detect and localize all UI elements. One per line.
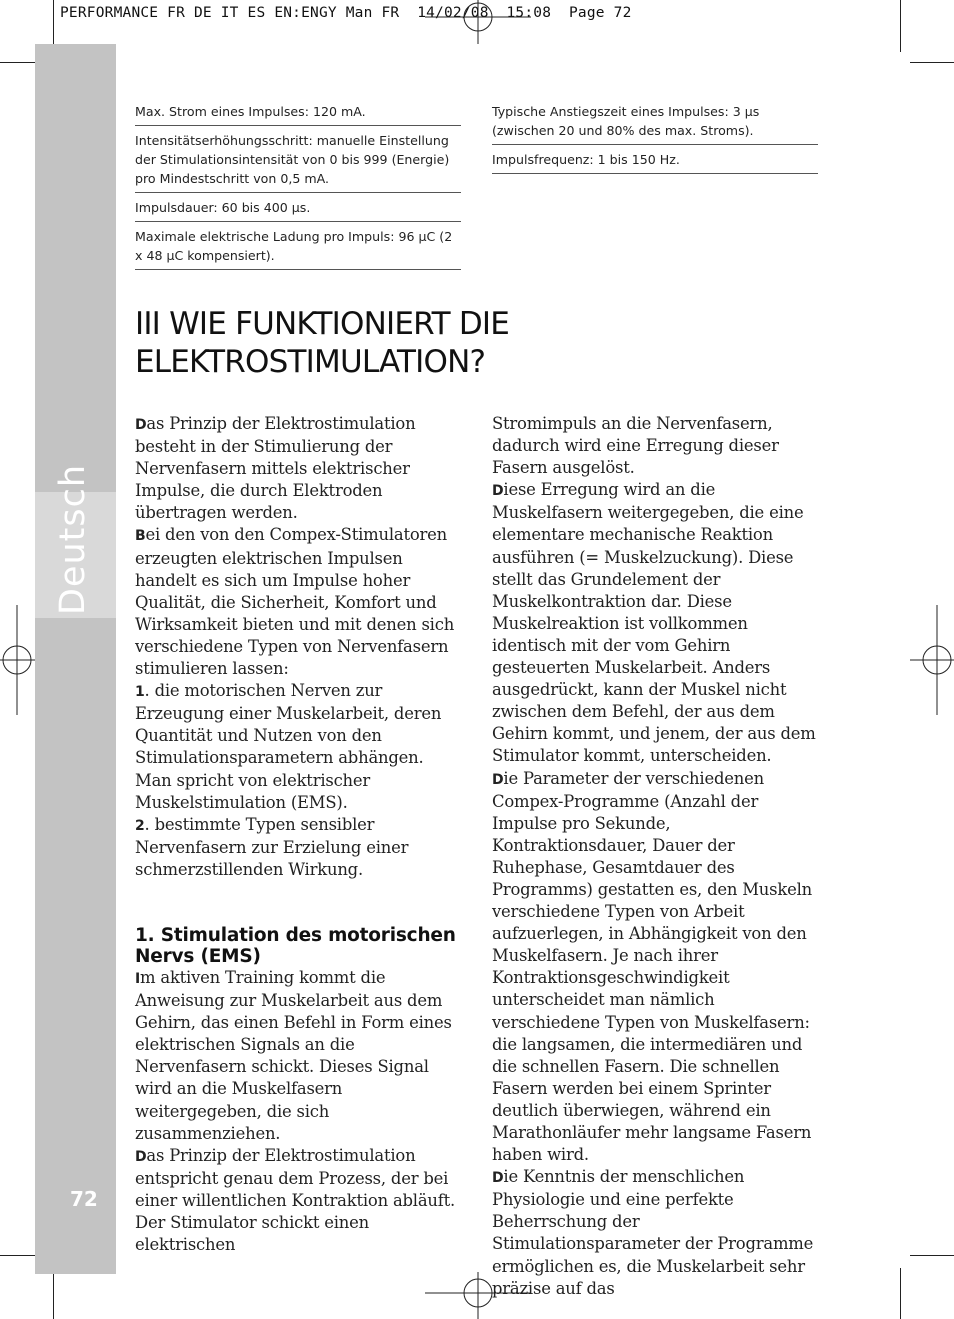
paragraph-text: as Prinzip der Elektrostimulation entspricht genau dem Prozess, der bei einer willentlichen Kontraktion abläuft. Der Stimulator schickt einen elektrischen bbox=[135, 1145, 456, 1255]
drop-cap: I bbox=[135, 970, 141, 987]
section-heading bbox=[135, 305, 785, 381]
paragraph bbox=[492, 479, 820, 767]
spec-item: Impulsfrequenz: 1 bis 150 Hz. bbox=[492, 145, 818, 174]
print-slug: PERFORMANCE FR DE IT ES EN:ENGY Man FR 14/02/08 15:08 Page 72 bbox=[60, 5, 632, 21]
paragraph bbox=[135, 413, 463, 524]
page-number: 72 bbox=[70, 1187, 98, 1211]
drop-cap: D bbox=[492, 771, 504, 788]
spec-list-right bbox=[492, 100, 818, 174]
paragraph-text: m aktiven Training kommt die Anweisung zur Muskelarbeit aus dem Gehirn, das einen Befehl in Form eines elektrischen Signals an die Nervenfasern schickt. Dieses Signal wird an die Muskelfasern weitergegeben, die sich zusammenziehen. bbox=[135, 967, 452, 1143]
crop-mark bbox=[900, 0, 901, 52]
paragraph-text: ei den von den Compex-Stimulatoren erzeugten elektrischen Impulsen handelt es sich um Impulse hoher Qualität, die Sicherheit, Komfort und Wirksamkeit bieten und mit denen sich verschiedene Typen von Nervenfasern stimulieren lassen: bbox=[135, 525, 455, 679]
spec-list-left bbox=[135, 100, 461, 270]
paragraph bbox=[135, 967, 463, 1145]
list-number: 2 bbox=[135, 817, 145, 834]
paragraph: Stromimpuls an die Nervenfasern, dadurch wird eine Erregung dieser Fasern ausgelöst. bbox=[492, 414, 779, 478]
paragraph bbox=[492, 768, 820, 1167]
heading-line-1: III WIE FUNKTIONIERT DIE bbox=[135, 306, 510, 342]
crop-mark bbox=[910, 1255, 954, 1256]
drop-cap: D bbox=[492, 1170, 504, 1187]
paragraph bbox=[135, 1145, 463, 1256]
crop-mark bbox=[53, 1268, 54, 1319]
list-number: 1 bbox=[135, 684, 145, 701]
spec-item: Impulsdauer: 60 bis 400 µs. bbox=[135, 193, 461, 222]
list-item-text: . die motorischen Nerven zur Erzeugung einer Muskelarbeit, deren Quantität und Nutzen von den Stimulationsparametern abhängen. Man spricht von elektrischer Muskelstimulation (EMS). bbox=[135, 681, 442, 812]
spec-item: Maximale elektrische Ladung pro Impuls: 96 µC (2 x 48 µC kompensiert). bbox=[135, 222, 461, 270]
sidebar-bar bbox=[35, 44, 116, 1274]
registration-mark-top bbox=[425, 0, 531, 44]
body-column-right bbox=[492, 413, 820, 1300]
spec-item: Intensitätserhöhungsschritt: manuelle Einstellung der Stimulationsintensität von 0 bis 999 (Energie) pro Mindestschritt von 0,5 mA. bbox=[135, 126, 461, 193]
list-item bbox=[135, 680, 463, 814]
spec-item: Typische Anstiegszeit eines Impulses: 3 µs (zwischen 20 und 80% des max. Stroms). bbox=[492, 100, 818, 145]
crop-mark bbox=[900, 1268, 901, 1319]
paragraph bbox=[135, 524, 463, 680]
drop-cap: D bbox=[135, 1148, 147, 1165]
registration-mark-right bbox=[910, 605, 954, 715]
subsection-heading: 1. Stimulation des motorischen Nervs (EMS) bbox=[135, 924, 456, 967]
heading-line-2: ELEKTROSTIMULATION? bbox=[135, 344, 486, 380]
language-label: Deutsch bbox=[53, 463, 93, 615]
list-item bbox=[135, 814, 463, 881]
drop-cap: D bbox=[135, 417, 147, 433]
body-column-left bbox=[135, 413, 463, 1256]
spec-item: Max. Strom eines Impulses: 120 mA. bbox=[135, 100, 461, 126]
paragraph-text: ie Parameter der verschiedenen Compex-Programme (Anzahl der Impulse pro Sekunde, Kontraktionsdauer, Dauer der Ruhephase, Gesamtdauer des Programms) gestatten es, den Muskeln verschiedene Typen von Arbeit aufzuerlegen, in Abhängigkeit von den Muskelfasern. Je nach ihrer Kontraktionsgeschwindigkeit unterscheidet man nämlich verschiedene Typen von Muskelfasern: die langsamen, die intermediären und die schnellen Fasern. Die schnellen Fasern werden bei einem Sprinter deutlich überwiegen, während ein Marathonläufer mehr langsame Fasern haben wird. bbox=[492, 768, 813, 1165]
drop-cap: B bbox=[135, 528, 146, 545]
paragraph-text: iese Erregung wird an die Muskelfasern weitergegeben, die eine elementare mechanische Reaktion ausführen (= Muskelzuckung). Diese stellt das Grundelement der Muskelkontraktion dar. Diese Muskelreaktion ist vollkommen identisch mit der vom Gehirn gesteuerten Muskelarbeit. Anders ausgedrückt, kann der Muskel nicht zwischen dem Befehl, der aus dem Gehirn kommt, und jenem, der aus dem Stimulator kommt, unterscheiden. bbox=[492, 480, 816, 766]
list-item-text: . bestimmte Typen sensibler Nervenfasern zur Erzielung einer schmerzstillenden Wirkung. bbox=[135, 814, 409, 879]
drop-cap: D bbox=[492, 483, 504, 500]
paragraph-text: as Prinzip der Elektrostimulation besteht in der Stimulierung der Nervenfasern mittels elektrischer Impulse, die durch Elektroden übertragen werden. bbox=[135, 414, 416, 523]
paragraph bbox=[492, 1166, 820, 1300]
paragraph-text: ie Kenntnis der menschlichen Physiologie und eine perfekte Beherrschung der Stimulationsparameter der Programme ermöglichen es, die Muskelarbeit sehr präzise auf das bbox=[492, 1167, 814, 1298]
crop-mark bbox=[910, 62, 954, 63]
